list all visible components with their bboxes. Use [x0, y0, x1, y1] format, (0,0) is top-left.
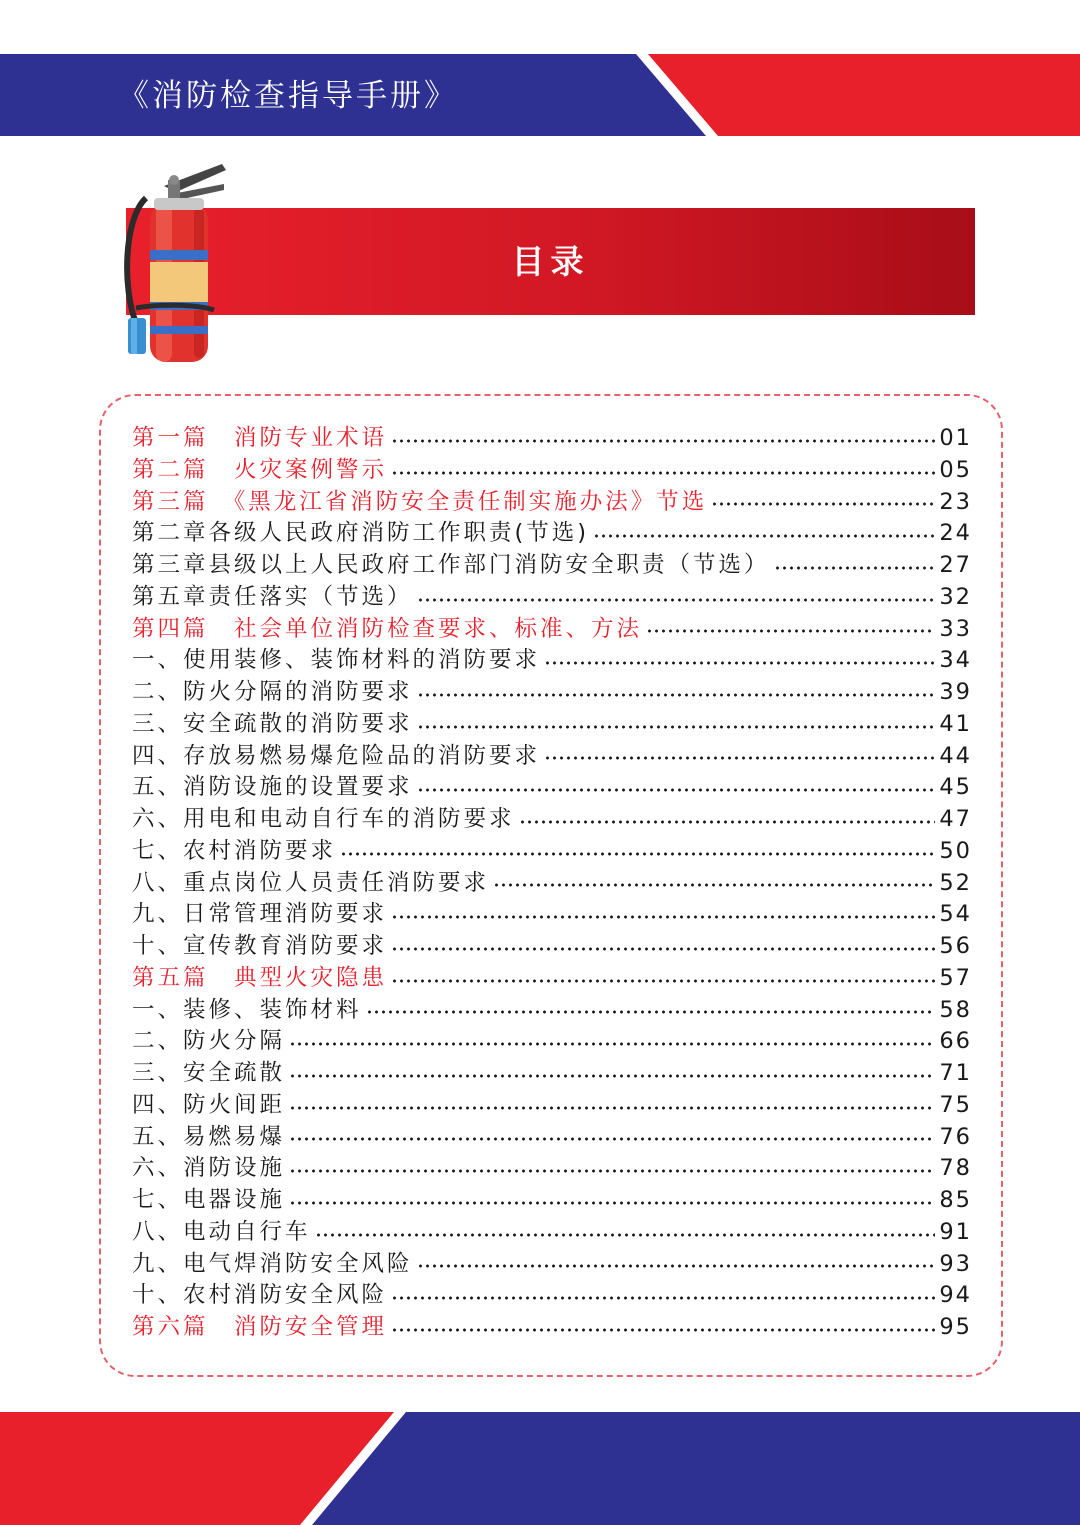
- toc-entry-page: 39: [939, 679, 972, 705]
- toc-leader-dots: [493, 883, 935, 887]
- toc-entry[interactable]: [132, 518, 972, 550]
- toc-entry-page: 24: [939, 520, 972, 547]
- toc-entry[interactable]: [132, 1185, 972, 1217]
- toc-entry[interactable]: [132, 1122, 972, 1154]
- toc-leader-dots: [417, 693, 936, 697]
- toc-entry-page: 75: [939, 1091, 972, 1118]
- toc-entry[interactable]: [132, 804, 972, 836]
- toc-leader-dots: [391, 979, 935, 983]
- toc-leader-dots: [289, 1106, 935, 1110]
- toc-entry-page: 52: [939, 869, 972, 896]
- toc-leader-dots: [391, 471, 935, 475]
- toc-entry-page: 44: [939, 742, 972, 769]
- toc-entry-page: 57: [939, 964, 972, 991]
- toc-entry-label: 五、消防设施的设置要求: [132, 774, 413, 801]
- toc-entry-label: 第三章县级以上人民政府工作部门消防安全职责（节选）: [132, 552, 770, 578]
- toc-entry-page: 05: [939, 456, 972, 483]
- toc-entry-page: 58: [939, 996, 972, 1023]
- toc-leader-dots: [519, 820, 936, 824]
- toc-list: [132, 423, 972, 1344]
- toc-entry-page: 76: [939, 1123, 972, 1150]
- toc-entry[interactable]: [132, 1249, 972, 1281]
- toc-entry-page: 94: [939, 1282, 972, 1309]
- toc-entry[interactable]: [132, 709, 972, 741]
- toc-entry-page: 27: [939, 552, 972, 578]
- toc-entry-label: 二、防火分隔的消防要求: [132, 679, 413, 705]
- toc-entry[interactable]: [132, 645, 972, 677]
- toc-entry[interactable]: [132, 1090, 972, 1122]
- toc-leader-dots: [289, 1042, 935, 1046]
- toc-entry[interactable]: [132, 582, 972, 614]
- toc-entry-page: 45: [939, 774, 972, 801]
- toc-entry-label: 十、农村消防安全风险: [132, 1282, 388, 1309]
- toc-leader-dots: [289, 1137, 935, 1141]
- toc-leader-dots: [593, 534, 935, 538]
- toc-part-entry[interactable]: [132, 423, 972, 455]
- toc-entry-page: 50: [939, 837, 972, 864]
- toc-entry-page: 78: [939, 1155, 972, 1182]
- toc-part-entry[interactable]: [132, 455, 972, 487]
- toc-entry-label: 九、日常管理消防要求: [132, 901, 388, 928]
- toc-entry[interactable]: [132, 772, 972, 804]
- toc-entry[interactable]: [132, 677, 972, 709]
- toc-entry-label: 七、电器设施: [132, 1187, 286, 1213]
- toc-title: 目录: [511, 242, 590, 281]
- toc-entry-label: 十、宣传教育消防要求: [132, 933, 388, 959]
- toc-entry-page: 47: [939, 806, 972, 832]
- toc-leader-dots: [417, 598, 936, 602]
- toc-entry-label: 一、装修、装饰材料: [132, 996, 362, 1023]
- toc-leader-dots: [289, 1169, 935, 1173]
- toc-entry[interactable]: [132, 741, 972, 773]
- toc-entry-page: 91: [939, 1218, 972, 1245]
- toc-entry[interactable]: [132, 995, 972, 1027]
- toc-entry-label: 六、消防设施: [132, 1155, 286, 1182]
- toc-entry-label: 七、农村消防要求: [132, 837, 337, 864]
- toc-leader-dots: [366, 1010, 936, 1014]
- toc-entry-label: 四、存放易燃易爆危险品的消防要求: [132, 742, 541, 769]
- footer-band-shape: [0, 1412, 1080, 1525]
- toc-leader-dots: [391, 915, 935, 919]
- toc-leader-dots: [340, 852, 935, 856]
- toc-leader-dots: [289, 1074, 935, 1078]
- toc-entry-page: 33: [939, 615, 972, 642]
- toc-entry-label: 八、重点岗位人员责任消防要求: [132, 869, 490, 896]
- toc-entry-label: 四、防火间距: [132, 1091, 286, 1118]
- toc-entry-page: 32: [939, 583, 972, 610]
- toc-leader-dots: [391, 1328, 935, 1332]
- toc-entry[interactable]: [132, 931, 972, 963]
- toc-entry-page: 01: [939, 425, 972, 451]
- toc-entry[interactable]: [132, 1280, 972, 1312]
- header-title: 《消防检查指导手册》: [118, 78, 458, 114]
- toc-leader-dots: [646, 629, 935, 633]
- toc-entry[interactable]: [132, 550, 972, 582]
- toc-entry-page: 85: [939, 1187, 972, 1213]
- toc-entry-label: 八、电动自行车: [132, 1218, 311, 1245]
- toc-leader-dots: [774, 566, 936, 570]
- toc-leader-dots: [544, 756, 935, 760]
- toc-part-entry[interactable]: [132, 614, 972, 646]
- toc-entry-label: 二、防火分隔: [132, 1028, 286, 1055]
- toc-entry-page: 34: [939, 647, 972, 674]
- toc-leader-dots: [391, 947, 935, 951]
- toc-entry[interactable]: [132, 1026, 972, 1058]
- toc-entry-page: 93: [939, 1250, 972, 1277]
- toc-entry-label: 第五章责任落实（节选）: [132, 583, 413, 610]
- toc-entry-label: 三、安全疏散的消防要求: [132, 710, 413, 737]
- toc-leader-dots: [417, 1264, 936, 1268]
- toc-leader-dots: [391, 439, 935, 443]
- toc-leader-dots: [417, 725, 936, 729]
- toc-entry-label: 第二章各级人民政府消防工作职责(节选): [132, 520, 590, 547]
- toc-entry-page: 66: [939, 1028, 972, 1055]
- toc-entry-page: 41: [939, 710, 972, 737]
- toc-entry[interactable]: [132, 899, 972, 931]
- toc-entry-page: 23: [939, 488, 972, 515]
- toc-entry[interactable]: [132, 1153, 972, 1185]
- toc-entry-label: 第四篇 社会单位消防检查要求、标准、方法: [132, 615, 643, 642]
- toc-entry-page: 71: [939, 1060, 972, 1086]
- toc-entry-label: 第五篇 典型火灾隐患: [132, 964, 388, 991]
- toc-entry[interactable]: [132, 868, 972, 900]
- toc-entry[interactable]: [132, 836, 972, 868]
- toc-part-entry[interactable]: [132, 963, 972, 995]
- toc-entry-label: 第三篇 《黑龙江省消防安全责任制实施办法》节选: [132, 488, 708, 515]
- toc-entry-label: 一、使用装修、装饰材料的消防要求: [132, 647, 541, 674]
- toc-entry-label: 九、电气焊消防安全风险: [132, 1250, 413, 1277]
- toc-entry-label: 第二篇 火灾案例警示: [132, 456, 388, 483]
- toc-entry-label: 第一篇 消防专业术语: [132, 425, 388, 451]
- toc-leader-dots: [289, 1201, 935, 1205]
- toc-entry-page: 95: [939, 1314, 972, 1340]
- toc-entry-label: 六、用电和电动自行车的消防要求: [132, 806, 515, 832]
- toc-leader-dots: [391, 1296, 935, 1300]
- toc-leader-dots: [544, 661, 935, 665]
- toc-entry-page: 56: [939, 933, 972, 959]
- toc-entry-page: 54: [939, 901, 972, 928]
- toc-entry[interactable]: [132, 1058, 972, 1090]
- fire-extinguisher-icon: [116, 158, 236, 364]
- toc-entry[interactable]: [132, 1217, 972, 1249]
- toc-leader-dots: [711, 502, 935, 506]
- toc-leader-dots: [315, 1233, 936, 1237]
- toc-entry-label: 五、易燃易爆: [132, 1123, 286, 1150]
- footer-band: [0, 1412, 1080, 1525]
- toc-entry-label: 第六篇 消防安全管理: [132, 1314, 388, 1340]
- toc-entry-label: 三、安全疏散: [132, 1060, 286, 1086]
- toc-part-entry[interactable]: [132, 1312, 972, 1344]
- toc-part-entry[interactable]: [132, 487, 972, 519]
- toc-leader-dots: [417, 788, 936, 792]
- toc-banner: [126, 208, 975, 315]
